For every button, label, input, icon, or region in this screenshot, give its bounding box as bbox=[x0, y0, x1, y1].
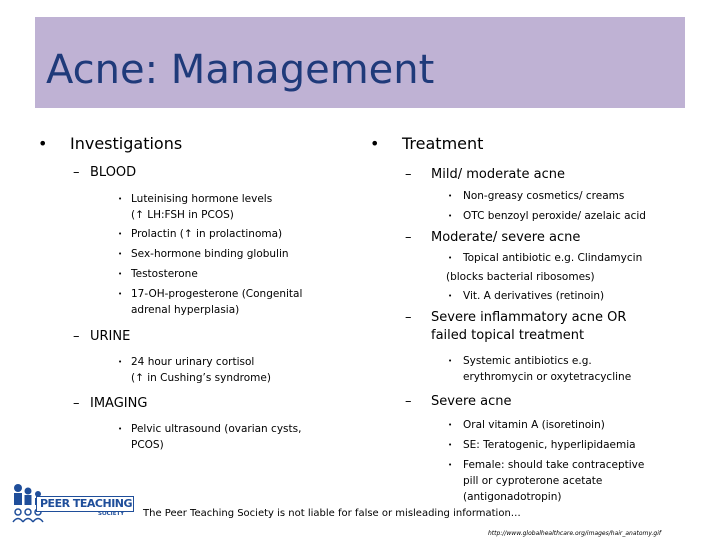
title-band bbox=[35, 17, 685, 108]
mild-moderate-label-text: Mild/ moderate acne bbox=[431, 167, 565, 182]
treatment-heading-text: Treatment bbox=[402, 134, 484, 153]
list-item bbox=[118, 421, 338, 453]
severe-inflammatory-list bbox=[370, 353, 700, 385]
investigations-heading bbox=[38, 134, 338, 153]
list-item bbox=[448, 353, 700, 385]
blood-list bbox=[38, 191, 338, 318]
dash-icon: – bbox=[405, 230, 412, 245]
disclaimer-text: The Peer Teaching Society is not liable for false or misleading information… bbox=[143, 508, 521, 519]
list-item-text: PCOS) bbox=[131, 439, 164, 451]
moderate-severe-label bbox=[370, 229, 700, 247]
list-item bbox=[118, 246, 338, 262]
list-item-text: erythromycin or oxytetracycline bbox=[463, 371, 632, 383]
bullet-icon: • bbox=[118, 358, 123, 366]
mild-moderate-label bbox=[370, 166, 700, 184]
bullet-icon: • bbox=[448, 357, 453, 365]
bullet-icon: • bbox=[118, 270, 123, 278]
urine-label bbox=[38, 329, 338, 344]
dash-icon: – bbox=[73, 165, 80, 180]
list-item-text: 24 hour urinary cortisol bbox=[131, 356, 255, 368]
list-item-text: Non-greasy cosmetics/ creams bbox=[463, 190, 625, 202]
investigations-column bbox=[38, 134, 338, 453]
bullet-icon: • bbox=[448, 441, 453, 449]
moderate-severe-label-text: Moderate/ severe acne bbox=[431, 230, 581, 245]
list-item bbox=[118, 191, 338, 223]
dash-icon: – bbox=[405, 167, 412, 182]
list-item bbox=[446, 250, 700, 285]
bullet-icon: • bbox=[118, 425, 123, 433]
peer-teaching-society-logo bbox=[12, 482, 136, 524]
urine-label-text: URINE bbox=[90, 329, 131, 344]
dash-icon: – bbox=[405, 394, 412, 409]
bullet-icon: • bbox=[370, 134, 380, 153]
list-item-text: (antigonadotropin) bbox=[463, 491, 562, 503]
imaging-label-text: IMAGING bbox=[90, 396, 148, 411]
mild-moderate-list bbox=[370, 188, 700, 224]
imaging-list bbox=[38, 421, 338, 453]
bullet-icon: • bbox=[448, 192, 453, 200]
investigations-heading-text: Investigations bbox=[70, 134, 183, 153]
list-item-text: Luteinising hormone levels bbox=[131, 193, 273, 205]
list-item-text: adrenal hyperplasia) bbox=[131, 304, 240, 316]
logo-text: PEER TEACHING bbox=[40, 497, 133, 510]
list-item-text: (blocks bacterial ribosomes) bbox=[446, 271, 595, 283]
list-item-text: (↑ LH:FSH in PCOS) bbox=[131, 209, 234, 221]
list-item-text: OTC benzoyl peroxide/ azelaic acid bbox=[463, 210, 646, 222]
list-item bbox=[448, 208, 700, 224]
list-item-text: Topical antibiotic e.g. Clindamycin bbox=[463, 252, 643, 264]
severe-inflammatory-label-text: failed topical treatment bbox=[431, 328, 585, 343]
list-item-text: Sex-hormone binding globulin bbox=[131, 248, 289, 260]
logo-subtext: SOCIETY bbox=[98, 511, 125, 517]
list-item-text: Prolactin (↑ in prolactinoma) bbox=[131, 228, 283, 240]
dash-icon: – bbox=[73, 329, 80, 344]
severe-inflammatory-label bbox=[370, 309, 700, 345]
severe-inflammatory-label-text: Severe inflammatory acne OR bbox=[431, 310, 627, 325]
list-item bbox=[448, 417, 700, 433]
bullet-icon: • bbox=[448, 461, 453, 469]
severe-acne-list bbox=[370, 417, 700, 505]
bullet-icon: • bbox=[448, 421, 453, 429]
dash-icon: – bbox=[73, 396, 80, 411]
bullet-icon: • bbox=[448, 212, 453, 220]
list-item-text: Female: should take contraceptive bbox=[463, 459, 645, 471]
severe-acne-label-text: Severe acne bbox=[431, 394, 512, 409]
slide-title: Acne: Management bbox=[46, 47, 435, 93]
list-item bbox=[118, 226, 338, 242]
list-item bbox=[118, 354, 338, 386]
list-item-text: SE: Teratogenic, hyperlipidaemia bbox=[463, 439, 636, 451]
source-url: http://www.globalhealthcare.org/images/hair_anatomy.gif bbox=[488, 530, 661, 537]
list-item-text: Vit. A derivatives (retinoin) bbox=[463, 290, 605, 302]
list-item bbox=[118, 286, 338, 318]
moderate-severe-list bbox=[370, 250, 700, 304]
imaging-label bbox=[38, 396, 338, 411]
treatment-column bbox=[370, 134, 700, 505]
bullet-icon: • bbox=[118, 250, 123, 258]
treatment-heading bbox=[370, 134, 700, 153]
list-item bbox=[448, 188, 700, 204]
list-item-text: Oral vitamin A (isoretinoin) bbox=[463, 419, 605, 431]
list-item-text: (↑ in Cushing’s syndrome) bbox=[131, 372, 271, 384]
list-item bbox=[448, 288, 700, 304]
bullet-icon: • bbox=[448, 254, 453, 262]
bullet-icon: • bbox=[118, 290, 123, 298]
list-item-text: Testosterone bbox=[131, 268, 198, 280]
list-item bbox=[448, 437, 700, 453]
urine-list bbox=[38, 354, 338, 386]
bullet-icon: • bbox=[38, 134, 48, 153]
list-item-text: pill or cyproterone acetate bbox=[463, 475, 603, 487]
list-item-text: 17-OH-progesterone (Congenital bbox=[131, 288, 303, 300]
severe-acne-label bbox=[370, 393, 700, 411]
list-item bbox=[448, 457, 700, 505]
bullet-icon: • bbox=[448, 292, 453, 300]
bullet-icon: • bbox=[118, 230, 123, 238]
blood-label bbox=[38, 165, 338, 180]
list-item bbox=[118, 266, 338, 282]
bullet-icon: • bbox=[118, 195, 123, 203]
logo-banner bbox=[36, 496, 134, 512]
dash-icon: – bbox=[405, 310, 412, 325]
list-item-text: Pelvic ultrasound (ovarian cysts, bbox=[131, 423, 302, 435]
blood-label-text: BLOOD bbox=[90, 165, 137, 180]
list-item-text: Systemic antibiotics e.g. bbox=[463, 355, 592, 367]
